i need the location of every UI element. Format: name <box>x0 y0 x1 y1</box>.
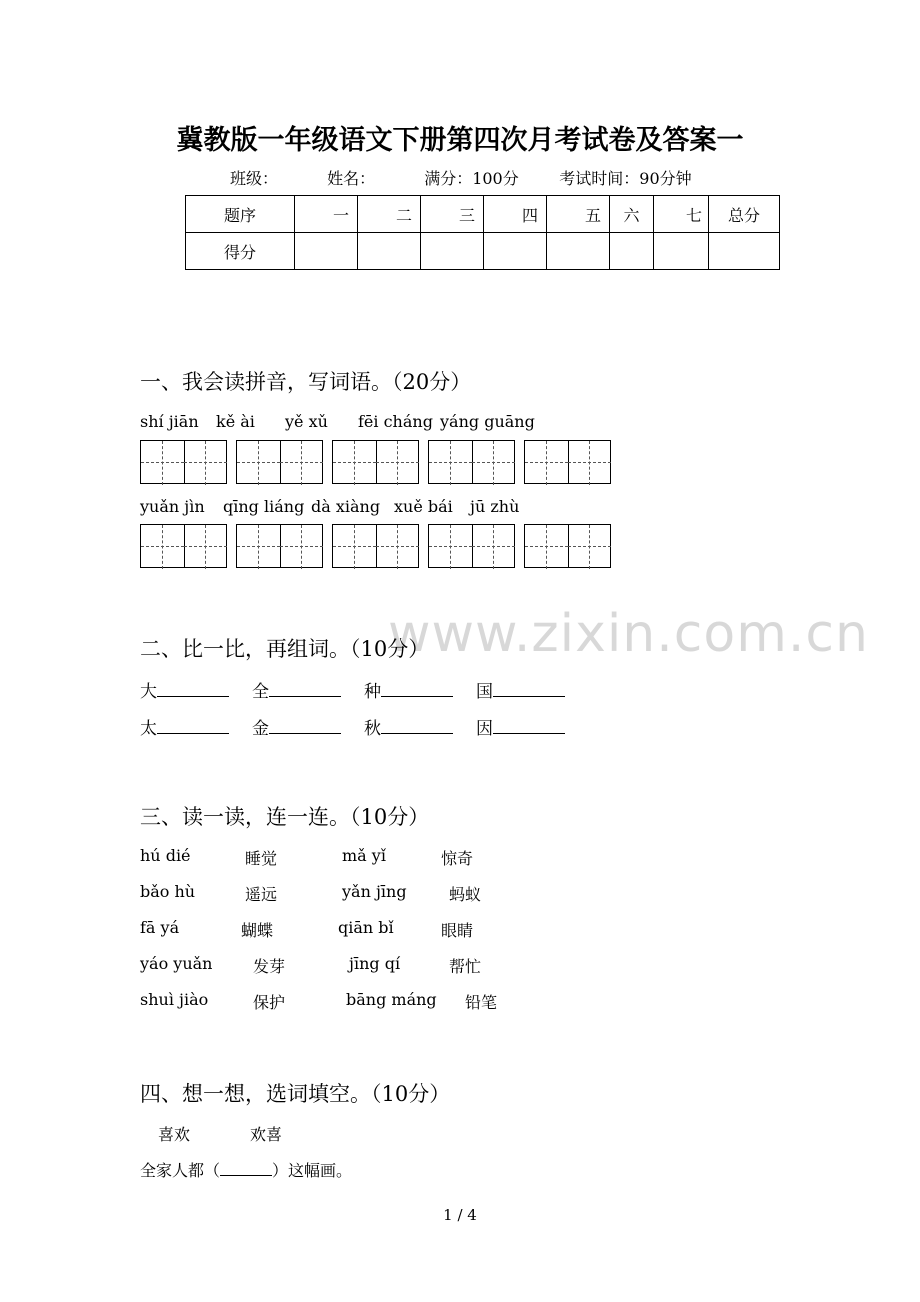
match-pinyin[interactable]: yǎn jīng <box>342 882 407 901</box>
compare-char: 国 <box>476 682 493 702</box>
compare-item[interactable] <box>476 714 565 739</box>
pinyin-2-4: xuě bái <box>394 497 453 516</box>
match-word[interactable]: 惊奇 <box>441 849 474 868</box>
match-pinyin[interactable]: hú dié <box>140 846 191 865</box>
compare-item[interactable] <box>140 714 229 739</box>
compare-item[interactable] <box>140 677 229 702</box>
match-pinyin[interactable]: fā yá <box>140 918 180 937</box>
sentence-start: 全家人都（ <box>140 1161 221 1180</box>
compare-char: 秋 <box>364 719 381 739</box>
answer-line[interactable] <box>269 681 341 697</box>
writing-box[interactable] <box>140 524 227 568</box>
writing-box[interactable] <box>524 524 611 568</box>
score-header-cell: 总分 <box>709 196 780 233</box>
match-word[interactable]: 帮忙 <box>449 957 482 976</box>
match-pinyin[interactable]: bǎo hù <box>140 882 196 901</box>
answer-line[interactable] <box>157 681 229 697</box>
writing-box[interactable] <box>428 524 515 568</box>
name-label: 姓名： <box>327 169 376 188</box>
score-table-score-row <box>186 233 780 270</box>
answer-line[interactable] <box>157 718 229 734</box>
pinyin-2-3: dà xiàng <box>311 497 381 516</box>
score-cell[interactable] <box>484 233 547 270</box>
compare-item[interactable] <box>476 677 565 702</box>
pinyin-1-2: kě ài <box>216 412 255 431</box>
pinyin-2-2: qīng liáng <box>223 497 305 516</box>
score-header-cell: 题序 <box>186 196 295 233</box>
score-cell[interactable] <box>358 233 421 270</box>
pinyin-1-1: shí jiān <box>140 412 199 431</box>
pinyin-1-5: yáng guāng <box>440 412 535 431</box>
compare-item[interactable] <box>364 677 453 702</box>
score-cell[interactable] <box>421 233 484 270</box>
writing-box[interactable] <box>332 440 419 484</box>
score-table <box>185 195 780 270</box>
section-3-heading: 三、读一读，连一连。（10分） <box>140 805 430 829</box>
match-word[interactable]: 遥远 <box>245 885 278 904</box>
compare-char: 太 <box>140 719 157 739</box>
match-pinyin[interactable]: qiān bǐ <box>338 918 394 937</box>
compare-char: 大 <box>140 682 157 702</box>
class-label: 班级： <box>230 169 279 188</box>
score-cell[interactable] <box>654 233 709 270</box>
sentence-end: ）这幅画。 <box>272 1161 353 1180</box>
writing-box[interactable] <box>332 524 419 568</box>
writing-box[interactable] <box>140 440 227 484</box>
score-header-cell: 二 <box>358 196 421 233</box>
match-pinyin[interactable]: bāng máng <box>346 990 437 1009</box>
score-table-header-row <box>186 196 780 233</box>
match-word[interactable]: 发芽 <box>253 957 286 976</box>
section-1-heading: 一、我会读拼音，写词语。（20分） <box>140 370 472 394</box>
answer-line[interactable] <box>381 681 453 697</box>
section-2-heading: 二、比一比，再组词。（10分） <box>140 637 430 661</box>
match-word[interactable]: 保护 <box>253 993 286 1012</box>
compare-item[interactable] <box>252 714 341 739</box>
match-pinyin[interactable]: mǎ yǐ <box>342 846 386 865</box>
compare-char: 种 <box>364 682 381 702</box>
compare-char: 金 <box>252 719 269 739</box>
answer-line[interactable] <box>493 681 565 697</box>
writing-box[interactable] <box>236 440 323 484</box>
pinyin-2-5: jū zhù <box>470 497 520 516</box>
word-choice: 喜欢 <box>158 1125 191 1144</box>
score-header-cell: 一 <box>295 196 358 233</box>
exam-time: 考试时间：90分钟 <box>559 169 692 188</box>
compare-char: 因 <box>476 719 493 739</box>
score-header-cell: 五 <box>547 196 610 233</box>
compare-item[interactable] <box>252 677 341 702</box>
match-pinyin[interactable]: shuì jiào <box>140 990 209 1009</box>
answer-blank[interactable] <box>220 1161 272 1176</box>
writing-box[interactable] <box>236 524 323 568</box>
compare-char: 全 <box>252 682 269 702</box>
fill-sentence <box>140 1158 352 1181</box>
page-number: 1 / 4 <box>443 1206 477 1224</box>
score-cell[interactable] <box>547 233 610 270</box>
word-choice: 欢喜 <box>250 1125 283 1144</box>
writing-box[interactable] <box>524 440 611 484</box>
match-word[interactable]: 蚂蚁 <box>449 885 482 904</box>
match-word[interactable]: 眼睛 <box>441 921 474 940</box>
watermark: www.zixin.com.cn <box>388 604 869 664</box>
score-header-cell: 七 <box>654 196 709 233</box>
pinyin-1-3: yě xǔ <box>285 412 328 431</box>
score-row-label: 得分 <box>186 233 295 270</box>
full-score: 满分：100分 <box>424 169 519 188</box>
pinyin-1-4: fēi cháng <box>358 412 433 431</box>
score-header-cell: 四 <box>484 196 547 233</box>
page-title: 冀教版一年级语文下册第四次月考试卷及答案一 <box>176 125 744 156</box>
score-cell[interactable] <box>709 233 780 270</box>
match-word[interactable]: 睡觉 <box>245 849 278 868</box>
pinyin-2-1: yuǎn jìn <box>140 497 205 516</box>
score-cell[interactable] <box>295 233 358 270</box>
match-pinyin[interactable]: jīng qí <box>349 954 401 973</box>
section-4-heading: 四、想一想，选词填空。（10分） <box>140 1082 451 1106</box>
match-word[interactable]: 铅笔 <box>465 993 498 1012</box>
score-header-cell: 三 <box>421 196 484 233</box>
score-header-cell: 六 <box>610 196 654 233</box>
answer-line[interactable] <box>381 718 453 734</box>
answer-line[interactable] <box>493 718 565 734</box>
answer-line[interactable] <box>269 718 341 734</box>
score-cell[interactable] <box>610 233 654 270</box>
writing-box[interactable] <box>428 440 515 484</box>
match-word[interactable]: 蝴蝶 <box>241 921 274 940</box>
exam-info <box>230 166 692 189</box>
compare-item[interactable] <box>364 714 453 739</box>
match-pinyin[interactable]: yáo yuǎn <box>140 954 213 973</box>
